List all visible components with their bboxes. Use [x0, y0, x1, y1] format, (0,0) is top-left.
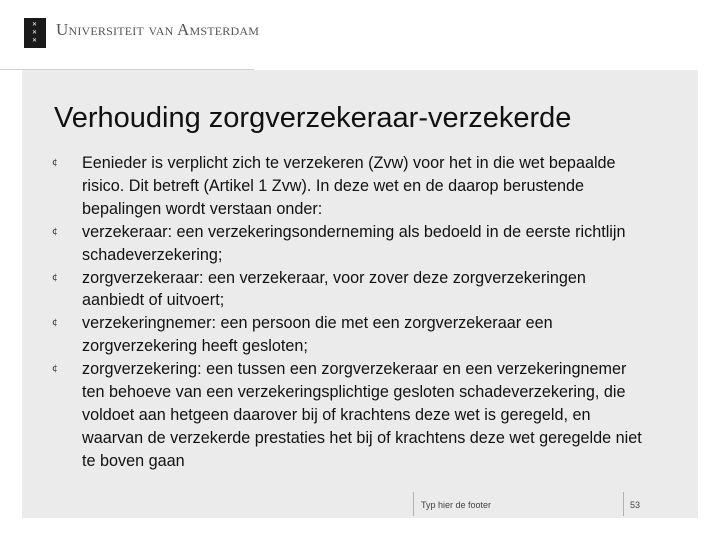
bullet-icon: ¢: [52, 226, 58, 237]
bullet-text: verzekeringnemer: een persoon die met een zorgverzekeraar een zorgverzekering heeft gesloten;: [82, 314, 553, 356]
header: [0, 0, 720, 70]
bullet-item: [52, 221, 642, 267]
bullet-text: zorgverzekeraar: een verzekeraar, voor zover deze zorgverzekeringen aanbiedt of uitvoert;: [82, 268, 586, 310]
slide-title: Verhouding zorgverzekeraar-verzekerde: [54, 102, 572, 134]
bullet-icon: ¢: [52, 318, 58, 329]
footer-divider-right: [623, 492, 624, 516]
footer-divider-left: [413, 492, 414, 516]
bullet-list: [52, 152, 642, 473]
bullet-item: [52, 152, 642, 221]
bullet-text: zorgverzekering: een tussen een zorgverzekeraar en een verzekeringnemer ten behoeve van een verzekeringsplichtige gesloten schadeverzekering, die voldoet aan hetgeen daarover bij of krachtens deze wet is geregeld, en waarvan de verzekerde prestaties het bij of krachtens deze wet geregelde niet te boven gaan: [82, 360, 642, 470]
bullet-icon: ¢: [52, 158, 58, 168]
university-name: Universiteit van Amsterdam: [56, 20, 260, 39]
bullet-icon: ¢: [52, 364, 58, 375]
slide-content: [22, 70, 698, 518]
bullet-item: [52, 358, 642, 473]
bullet-icon: ¢: [52, 272, 58, 283]
bullet-item: [52, 267, 642, 313]
uva-logo-icon: ✕ ✕ ✕: [24, 18, 46, 48]
bullet-text: verzekeraar: een verzekeringsonderneming als bedoeld in de eerste richtlijn schadeverzekering;: [82, 222, 626, 264]
page-number: 53: [630, 500, 641, 510]
bullet-text: Eenieder is verplicht zich te verzekeren (Zvw) voor het in die wet bepaalde risico. Dit betreft (Artikel 1 Zvw). In deze wet en de daarop berustende bepalingen wordt verstaan onder:: [82, 154, 616, 218]
bullet-item: [52, 312, 642, 358]
footer-text: Typ hier de footer: [421, 500, 492, 510]
